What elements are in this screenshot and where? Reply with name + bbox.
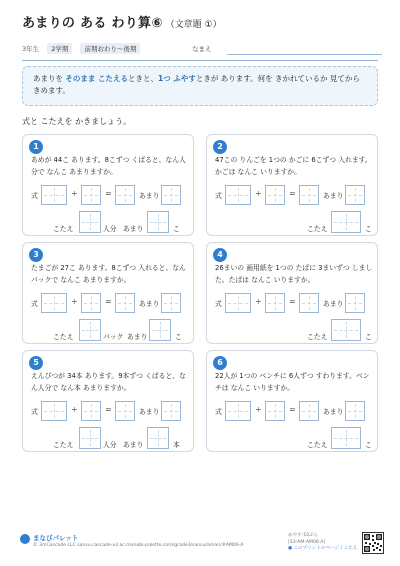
equals-sign: = xyxy=(289,297,296,306)
answer-box[interactable] xyxy=(79,211,101,233)
quotient-box[interactable] xyxy=(299,185,319,205)
divisor-box[interactable] xyxy=(265,293,285,313)
divide-sign: ÷ xyxy=(71,189,78,198)
divide-sign: ÷ xyxy=(255,405,262,414)
remainder-box[interactable] xyxy=(161,293,181,313)
kotae-label: こたえ xyxy=(307,333,328,341)
remainder-box[interactable] xyxy=(345,293,365,313)
brand-name: まなびパレット xyxy=(33,534,79,542)
problem-number: 6 xyxy=(213,356,227,370)
dividend-box[interactable] xyxy=(41,185,67,205)
amari-label: あまり xyxy=(139,192,160,200)
remainder-box[interactable] xyxy=(345,401,365,421)
divide-sign: ÷ xyxy=(255,297,262,306)
shiki-label: 式 xyxy=(31,300,38,308)
time-guide: めやす:10ぷん xyxy=(288,533,319,538)
unit-label: パック xyxy=(103,333,124,341)
quotient-box[interactable] xyxy=(115,293,135,313)
page-subtitle: （文章題 ①） xyxy=(165,20,222,30)
quotient-box[interactable] xyxy=(299,293,319,313)
problem-card-4 xyxy=(206,242,378,344)
kotae-label: こたえ xyxy=(307,441,328,449)
shiki-label: 式 xyxy=(31,408,38,416)
divide-sign: ÷ xyxy=(71,405,78,414)
divide-sign: ÷ xyxy=(255,189,262,198)
footer xyxy=(20,532,380,556)
dividend-box[interactable] xyxy=(225,185,251,205)
unit-label: こ xyxy=(365,441,372,449)
kotae-label: こたえ xyxy=(53,441,74,449)
equals-sign: = xyxy=(105,405,112,414)
period-badge: 前期おわり〜後期 xyxy=(80,43,140,54)
qr-code-icon xyxy=(362,532,384,554)
problem-number: 2 xyxy=(213,140,227,154)
problem-card-6 xyxy=(206,350,378,452)
copyright-text: © 3mCascade LLC sansu.cascade-uil.ac.manabi-palette.com/grade3/sansu/amari/#AM06-A xyxy=(33,543,244,548)
answer-remainder-box[interactable] xyxy=(147,211,169,233)
problem-number: 3 xyxy=(29,248,43,262)
problem-text: 26まいの 画用紙を 1つの たばに 3まいずつ しました。たばは なんこ いりますか。 xyxy=(215,264,373,284)
kotae-label: こたえ xyxy=(53,333,74,341)
shiki-label: 式 xyxy=(215,300,222,308)
name-label: なまえ xyxy=(192,45,212,53)
amari-label: あまり xyxy=(139,408,160,416)
unit-label: こ xyxy=(365,333,372,341)
quotient-box[interactable] xyxy=(115,185,135,205)
answer-box[interactable] xyxy=(79,427,101,449)
answer-remainder-box[interactable] xyxy=(147,427,169,449)
problem-number: 1 xyxy=(29,140,43,154)
equals-sign: = xyxy=(105,189,112,198)
dividend-box[interactable] xyxy=(41,401,67,421)
quotient-box[interactable] xyxy=(299,401,319,421)
problem-text: 22人が 1つの ベンチに 6人ずつ すわります。ベンチは なんこ いりますか。 xyxy=(215,372,370,392)
quotient-box[interactable] xyxy=(115,401,135,421)
instruction-box: あまりを そのまま こたえるときと、1つ ふやすときが あります。何を きかれているか 見てから きめます。 xyxy=(22,66,378,106)
answer-box[interactable] xyxy=(331,319,361,341)
remainder-box[interactable] xyxy=(161,185,181,205)
highlight-add-one: 1つ ふやす xyxy=(158,74,196,83)
divisor-box[interactable] xyxy=(81,185,101,205)
answer-box[interactable] xyxy=(331,427,361,449)
amari-label: あまり xyxy=(323,192,344,200)
kotae-label: こたえ xyxy=(53,225,74,233)
unit-label: 本 xyxy=(173,441,180,449)
answer-amari-label: あまり xyxy=(127,333,148,341)
lead-text: 式と こたえを かきましょう。 xyxy=(22,117,132,126)
highlight-as-is: そのまま こたえる xyxy=(65,74,129,83)
problem-number: 5 xyxy=(29,356,43,370)
problem-text: あめが 44こ あります。8こずつ くばると、なん人分で なんこ あまりますか。 xyxy=(31,156,186,176)
amari-label: あまり xyxy=(323,300,344,308)
problem-text: たまごが 27こ あります。8こずつ 入れると、なんパックで なんこ あまりますか。 xyxy=(31,264,186,284)
dividend-box[interactable] xyxy=(225,401,251,421)
unit-label: 人分 xyxy=(103,225,117,233)
header-divider xyxy=(22,60,378,61)
amari-label: あまり xyxy=(323,408,344,416)
problem-card-5 xyxy=(22,350,194,452)
worksheet-code: [S3-AM-AM06-A] xyxy=(288,539,326,545)
meta-row xyxy=(22,43,382,57)
equals-sign: = xyxy=(289,189,296,198)
remainder-box[interactable] xyxy=(161,401,181,421)
unit-label: 人分 xyxy=(103,441,117,449)
amari-label: あまり xyxy=(139,300,160,308)
answer-remainder-box[interactable] xyxy=(149,319,171,341)
semester-badge: 2学期 xyxy=(47,43,72,54)
shiki-label: 式 xyxy=(215,408,222,416)
problem-card-3 xyxy=(22,242,194,344)
page-title: あまりの ある わり算⑥ xyxy=(22,16,163,31)
divisor-box[interactable] xyxy=(265,185,285,205)
grade-label: 3年生 xyxy=(22,45,40,53)
page-link[interactable]: ● このプリントのページ / こたえ xyxy=(288,546,358,552)
worksheet-meta xyxy=(288,533,363,553)
shiki-label: 式 xyxy=(31,192,38,200)
answer-amari-label: あまり xyxy=(123,441,144,449)
divisor-box[interactable] xyxy=(81,293,101,313)
name-input-line[interactable] xyxy=(227,54,382,55)
problem-text: えんぴつが 34本 あります。9本ずつ くばると、なん人分で なん本 あまりますか。 xyxy=(31,372,186,392)
answer-box[interactable] xyxy=(331,211,361,233)
divisor-box[interactable] xyxy=(81,401,101,421)
divisor-box[interactable] xyxy=(265,401,285,421)
problem-card-2 xyxy=(206,134,378,236)
kotae-label: こたえ xyxy=(307,225,328,233)
divide-sign: ÷ xyxy=(71,297,78,306)
unit-label: こ xyxy=(365,225,372,233)
unit-label: こ xyxy=(173,225,180,233)
unit-label: こ xyxy=(175,333,182,341)
answer-amari-label: あまり xyxy=(123,225,144,233)
equals-sign: = xyxy=(105,297,112,306)
answer-box[interactable] xyxy=(79,319,101,341)
title-row xyxy=(22,12,382,36)
problem-text: 47この りんごを 1つの かごに 6こずつ 入れます。かごは なんこ いりますか。 xyxy=(215,156,372,176)
brand-logo-icon xyxy=(20,534,30,544)
problem-card-1 xyxy=(22,134,194,236)
problem-number: 4 xyxy=(213,248,227,262)
remainder-box[interactable] xyxy=(345,185,365,205)
dividend-box[interactable] xyxy=(41,293,67,313)
dividend-box[interactable] xyxy=(225,293,251,313)
shiki-label: 式 xyxy=(215,192,222,200)
equals-sign: = xyxy=(289,405,296,414)
